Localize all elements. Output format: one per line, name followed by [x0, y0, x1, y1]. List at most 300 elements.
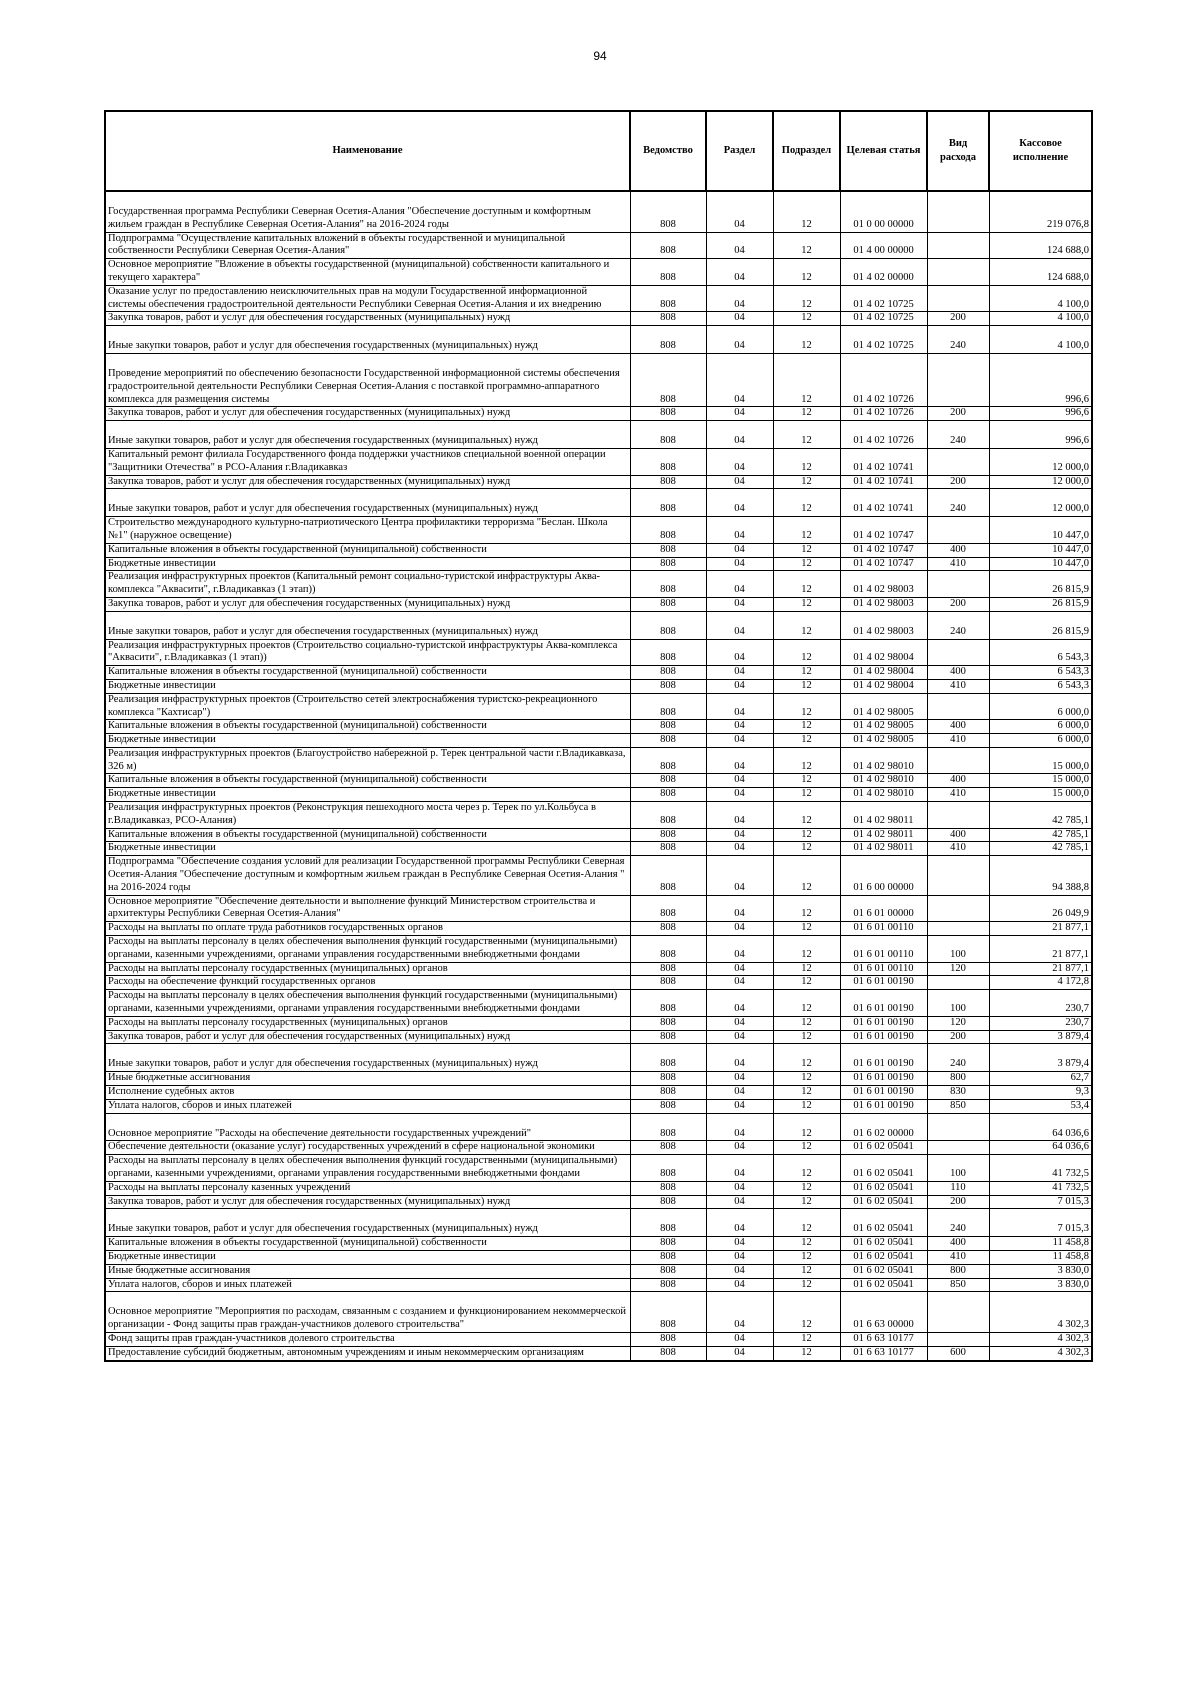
cell-name: Бюджетные инвестиции	[105, 679, 630, 693]
cell-razdel: 04	[706, 788, 773, 802]
cell-celevaya-statya: 01 6 01 00190	[840, 1044, 927, 1072]
cell-celevaya-statya: 01 6 01 00190	[840, 1072, 927, 1086]
cell-vid-raskhoda	[927, 448, 989, 475]
cell-name: Иные закупки товаров, работ и услуг для обеспечения государственных (муниципальных) нужд	[105, 1209, 630, 1237]
header-vedomstvo: Ведомство	[630, 111, 706, 191]
table-row	[105, 922, 1092, 936]
cell-razdel: 04	[706, 895, 773, 922]
cell-kassovoe-ispolnenie: 6 543,3	[989, 679, 1092, 693]
cell-name: Оказание услуг по предоставлению неисключительных прав на модули Государственной информационной системы обеспечения градостроительной деятельности Республики Северная Осетия-Алания и их внедрению	[105, 285, 630, 312]
cell-podrazdel: 12	[773, 1086, 840, 1100]
cell-vedomstvo: 808	[630, 747, 706, 774]
table-row	[105, 962, 1092, 976]
cell-celevaya-statya: 01 4 02 98011	[840, 842, 927, 856]
table-row	[105, 489, 1092, 517]
cell-celevaya-statya: 01 4 02 98010	[840, 788, 927, 802]
cell-razdel: 04	[706, 232, 773, 259]
cell-name: Основное мероприятие "Обеспечение деятельности и выполнение функций Министерством строительства и архитектуры Республики Северная Осетия-Алания"	[105, 895, 630, 922]
cell-podrazdel: 12	[773, 936, 840, 963]
table-row	[105, 285, 1092, 312]
cell-razdel: 04	[706, 990, 773, 1017]
cell-vedomstvo: 808	[630, 828, 706, 842]
cell-name: Закупка товаров, работ и услуг для обеспечения государственных (муниципальных) нужд	[105, 1030, 630, 1044]
cell-vedomstvo: 808	[630, 557, 706, 571]
table-row	[105, 448, 1092, 475]
cell-vid-raskhoda	[927, 1292, 989, 1333]
cell-podrazdel: 12	[773, 990, 840, 1017]
cell-celevaya-statya: 01 4 02 98011	[840, 802, 927, 829]
cell-kassovoe-ispolnenie: 41 732,5	[989, 1181, 1092, 1195]
cell-celevaya-statya: 01 4 02 00000	[840, 259, 927, 286]
cell-celevaya-statya: 01 6 01 00190	[840, 1086, 927, 1100]
cell-vid-raskhoda: 830	[927, 1086, 989, 1100]
cell-razdel: 04	[706, 571, 773, 598]
cell-celevaya-statya: 01 4 02 98004	[840, 639, 927, 666]
cell-vedomstvo: 808	[630, 1086, 706, 1100]
cell-podrazdel: 12	[773, 1346, 840, 1360]
cell-kassovoe-ispolnenie: 94 388,8	[989, 856, 1092, 895]
cell-podrazdel: 12	[773, 517, 840, 544]
table-row	[105, 734, 1092, 748]
cell-razdel: 04	[706, 734, 773, 748]
cell-kassovoe-ispolnenie: 6 543,3	[989, 666, 1092, 680]
cell-kassovoe-ispolnenie: 12 000,0	[989, 489, 1092, 517]
cell-razdel: 04	[706, 489, 773, 517]
table-row	[105, 557, 1092, 571]
cell-vedomstvo: 808	[630, 976, 706, 990]
cell-name: Капитальные вложения в объекты государственной (муниципальной) собственности	[105, 720, 630, 734]
cell-celevaya-statya: 01 4 02 98010	[840, 774, 927, 788]
header-vid-raskhoda: Вид расхода	[927, 111, 989, 191]
table-row	[105, 720, 1092, 734]
cell-celevaya-statya: 01 4 02 10726	[840, 407, 927, 421]
cell-vedomstvo: 808	[630, 312, 706, 326]
cell-podrazdel: 12	[773, 747, 840, 774]
cell-vedomstvo: 808	[630, 639, 706, 666]
cell-name: Бюджетные инвестиции	[105, 1250, 630, 1264]
cell-podrazdel: 12	[773, 774, 840, 788]
cell-vedomstvo: 808	[630, 1292, 706, 1333]
cell-vid-raskhoda: 400	[927, 828, 989, 842]
cell-kassovoe-ispolnenie: 4 100,0	[989, 285, 1092, 312]
cell-podrazdel: 12	[773, 557, 840, 571]
cell-name: Уплата налогов, сборов и иных платежей	[105, 1099, 630, 1113]
cell-podrazdel: 12	[773, 1195, 840, 1209]
cell-podrazdel: 12	[773, 679, 840, 693]
cell-celevaya-statya: 01 6 00 00000	[840, 856, 927, 895]
cell-razdel: 04	[706, 1086, 773, 1100]
cell-razdel: 04	[706, 259, 773, 286]
cell-kassovoe-ispolnenie: 21 877,1	[989, 936, 1092, 963]
cell-celevaya-statya: 01 6 01 00110	[840, 962, 927, 976]
cell-vid-raskhoda	[927, 802, 989, 829]
table-row	[105, 1086, 1092, 1100]
cell-razdel: 04	[706, 1209, 773, 1237]
cell-podrazdel: 12	[773, 856, 840, 895]
cell-kassovoe-ispolnenie: 42 785,1	[989, 828, 1092, 842]
cell-vedomstvo: 808	[630, 1141, 706, 1155]
cell-name: Закупка товаров, работ и услуг для обеспечения государственных (муниципальных) нужд	[105, 312, 630, 326]
cell-vid-raskhoda: 240	[927, 489, 989, 517]
cell-kassovoe-ispolnenie: 15 000,0	[989, 747, 1092, 774]
table-row	[105, 232, 1092, 259]
cell-vedomstvo: 808	[630, 517, 706, 544]
cell-vedomstvo: 808	[630, 285, 706, 312]
cell-razdel: 04	[706, 1141, 773, 1155]
cell-vedomstvo: 808	[630, 489, 706, 517]
cell-name: Государственная программа Республики Северная Осетия-Алания "Обеспечение доступным и комфортным жильем граждан в Республике Северная Осетия-Алания" на 2016-2024 годы	[105, 191, 630, 232]
cell-celevaya-statya: 01 6 02 05041	[840, 1195, 927, 1209]
cell-name: Расходы на выплаты персоналу в целях обеспечения выполнения функций государственными (муниципальными) органами, казенными учреждениями, органами управления государственными внебюджетными фондами	[105, 1155, 630, 1182]
cell-name: Иные закупки товаров, работ и услуг для обеспечения государственных (муниципальных) нужд	[105, 1044, 630, 1072]
cell-kassovoe-ispolnenie: 7 015,3	[989, 1209, 1092, 1237]
cell-vid-raskhoda: 110	[927, 1181, 989, 1195]
cell-razdel: 04	[706, 1250, 773, 1264]
table-row	[105, 1195, 1092, 1209]
cell-celevaya-statya: 01 4 02 10725	[840, 312, 927, 326]
table-row	[105, 976, 1092, 990]
table-row	[105, 475, 1092, 489]
header-kassovoe-ispolnenie: Кассовое исполнение	[989, 111, 1092, 191]
table-header-row	[105, 111, 1092, 191]
cell-name: Закупка товаров, работ и услуг для обеспечения государственных (муниципальных) нужд	[105, 407, 630, 421]
cell-razdel: 04	[706, 720, 773, 734]
cell-podrazdel: 12	[773, 543, 840, 557]
cell-vid-raskhoda	[927, 856, 989, 895]
cell-razdel: 04	[706, 774, 773, 788]
cell-vedomstvo: 808	[630, 326, 706, 354]
cell-vedomstvo: 808	[630, 191, 706, 232]
cell-vid-raskhoda	[927, 747, 989, 774]
cell-vid-raskhoda: 410	[927, 842, 989, 856]
cell-celevaya-statya: 01 6 01 00190	[840, 1016, 927, 1030]
table-row	[105, 802, 1092, 829]
cell-vedomstvo: 808	[630, 1332, 706, 1346]
cell-podrazdel: 12	[773, 962, 840, 976]
cell-podrazdel: 12	[773, 421, 840, 449]
cell-vedomstvo: 808	[630, 1113, 706, 1141]
cell-vid-raskhoda: 240	[927, 1044, 989, 1072]
table-row	[105, 1016, 1092, 1030]
cell-kassovoe-ispolnenie: 4 302,3	[989, 1292, 1092, 1333]
cell-name: Исполнение судебных актов	[105, 1086, 630, 1100]
table-row	[105, 990, 1092, 1017]
cell-podrazdel: 12	[773, 842, 840, 856]
cell-vid-raskhoda: 200	[927, 597, 989, 611]
table-row	[105, 1141, 1092, 1155]
header-name: Наименование	[105, 111, 630, 191]
cell-kassovoe-ispolnenie: 6 000,0	[989, 734, 1092, 748]
cell-kassovoe-ispolnenie: 996,6	[989, 421, 1092, 449]
cell-vid-raskhoda: 100	[927, 1155, 989, 1182]
cell-razdel: 04	[706, 1072, 773, 1086]
table-row	[105, 259, 1092, 286]
cell-razdel: 04	[706, 802, 773, 829]
cell-name: Строительство международного культурно-патриотического Центра профилактики терроризма "Беслан. Школа №1" (наружное освещение)	[105, 517, 630, 544]
cell-name: Фонд защиты прав граждан-участников долевого строительства	[105, 1332, 630, 1346]
cell-celevaya-statya: 01 4 02 98005	[840, 734, 927, 748]
cell-celevaya-statya: 01 4 02 10741	[840, 489, 927, 517]
cell-podrazdel: 12	[773, 895, 840, 922]
cell-kassovoe-ispolnenie: 11 458,8	[989, 1237, 1092, 1251]
cell-vedomstvo: 808	[630, 936, 706, 963]
cell-podrazdel: 12	[773, 922, 840, 936]
cell-vid-raskhoda	[927, 1141, 989, 1155]
table-row	[105, 679, 1092, 693]
cell-vid-raskhoda	[927, 1332, 989, 1346]
cell-podrazdel: 12	[773, 407, 840, 421]
cell-podrazdel: 12	[773, 571, 840, 598]
cell-celevaya-statya: 01 6 01 00190	[840, 976, 927, 990]
cell-celevaya-statya: 01 6 02 00000	[840, 1113, 927, 1141]
cell-vedomstvo: 808	[630, 1250, 706, 1264]
cell-razdel: 04	[706, 448, 773, 475]
cell-celevaya-statya: 01 6 02 05041	[840, 1278, 927, 1292]
cell-vid-raskhoda: 240	[927, 421, 989, 449]
cell-podrazdel: 12	[773, 597, 840, 611]
cell-vid-raskhoda: 410	[927, 557, 989, 571]
cell-kassovoe-ispolnenie: 53,4	[989, 1099, 1092, 1113]
cell-razdel: 04	[706, 611, 773, 639]
table-row	[105, 1209, 1092, 1237]
cell-kassovoe-ispolnenie: 12 000,0	[989, 448, 1092, 475]
cell-name: Иные закупки товаров, работ и услуг для обеспечения государственных (муниципальных) нужд	[105, 421, 630, 449]
cell-podrazdel: 12	[773, 312, 840, 326]
cell-podrazdel: 12	[773, 1155, 840, 1182]
cell-kassovoe-ispolnenie: 230,7	[989, 1016, 1092, 1030]
cell-vid-raskhoda: 410	[927, 734, 989, 748]
cell-kassovoe-ispolnenie: 124 688,0	[989, 232, 1092, 259]
cell-kassovoe-ispolnenie: 4 302,3	[989, 1346, 1092, 1360]
cell-name: Иные закупки товаров, работ и услуг для обеспечения государственных (муниципальных) нужд	[105, 326, 630, 354]
header-razdel: Раздел	[706, 111, 773, 191]
cell-kassovoe-ispolnenie: 3 879,4	[989, 1030, 1092, 1044]
cell-podrazdel: 12	[773, 448, 840, 475]
table-row	[105, 774, 1092, 788]
cell-name: Капитальные вложения в объекты государственной (муниципальной) собственности	[105, 1237, 630, 1251]
cell-razdel: 04	[706, 1278, 773, 1292]
cell-vedomstvo: 808	[630, 475, 706, 489]
table-row	[105, 1278, 1092, 1292]
cell-podrazdel: 12	[773, 788, 840, 802]
cell-razdel: 04	[706, 1332, 773, 1346]
cell-razdel: 04	[706, 1292, 773, 1333]
cell-vid-raskhoda: 400	[927, 666, 989, 680]
cell-podrazdel: 12	[773, 1113, 840, 1141]
cell-razdel: 04	[706, 557, 773, 571]
cell-celevaya-statya: 01 6 02 05041	[840, 1181, 927, 1195]
cell-razdel: 04	[706, 1099, 773, 1113]
cell-celevaya-statya: 01 4 02 98003	[840, 571, 927, 598]
cell-vedomstvo: 808	[630, 922, 706, 936]
table-row	[105, 1113, 1092, 1141]
cell-podrazdel: 12	[773, 1209, 840, 1237]
cell-razdel: 04	[706, 666, 773, 680]
cell-name: Бюджетные инвестиции	[105, 842, 630, 856]
cell-podrazdel: 12	[773, 1237, 840, 1251]
table-row	[105, 421, 1092, 449]
cell-name: Основное мероприятие "Расходы на обеспечение деятельности государственных учреждений"	[105, 1113, 630, 1141]
cell-kassovoe-ispolnenie: 230,7	[989, 990, 1092, 1017]
cell-celevaya-statya: 01 6 63 00000	[840, 1292, 927, 1333]
cell-vid-raskhoda: 400	[927, 543, 989, 557]
cell-kassovoe-ispolnenie: 26 815,9	[989, 597, 1092, 611]
cell-podrazdel: 12	[773, 1264, 840, 1278]
budget-table	[104, 110, 1093, 1362]
cell-podrazdel: 12	[773, 1044, 840, 1072]
cell-kassovoe-ispolnenie: 4 172,8	[989, 976, 1092, 990]
cell-name: Реализация инфраструктурных проектов (Капитальный ремонт социально-туристской инфраструктуры Аква-комплекса "Аквасити", г.Владикавказ (1 этап))	[105, 571, 630, 598]
cell-razdel: 04	[706, 962, 773, 976]
cell-vedomstvo: 808	[630, 895, 706, 922]
cell-kassovoe-ispolnenie: 21 877,1	[989, 962, 1092, 976]
cell-name: Основное мероприятие "Мероприятия по расходам, связанным с созданием и функционированием некоммерческой организации - Фонд защиты прав граждан-участников долевого строительства"	[105, 1292, 630, 1333]
cell-celevaya-statya: 01 6 02 05041	[840, 1264, 927, 1278]
cell-vid-raskhoda	[927, 976, 989, 990]
cell-name: Расходы на выплаты персоналу государственных (муниципальных) органов	[105, 962, 630, 976]
table-row	[105, 842, 1092, 856]
table-row	[105, 895, 1092, 922]
cell-celevaya-statya: 01 4 02 10726	[840, 353, 927, 406]
cell-vedomstvo: 808	[630, 353, 706, 406]
cell-kassovoe-ispolnenie: 6 000,0	[989, 720, 1092, 734]
cell-razdel: 04	[706, 1113, 773, 1141]
cell-name: Реализация инфраструктурных проектов (Благоустройство набережной р. Терек центральной части г.Владикавказа, 326 м)	[105, 747, 630, 774]
cell-vid-raskhoda: 200	[927, 1030, 989, 1044]
cell-vid-raskhoda	[927, 693, 989, 720]
cell-kassovoe-ispolnenie: 21 877,1	[989, 922, 1092, 936]
cell-razdel: 04	[706, 1155, 773, 1182]
cell-celevaya-statya: 01 4 02 10726	[840, 421, 927, 449]
cell-razdel: 04	[706, 421, 773, 449]
cell-vedomstvo: 808	[630, 788, 706, 802]
cell-name: Предоставление субсидий бюджетным, автономным учреждениям и иным некоммерческим организациям	[105, 1346, 630, 1360]
cell-razdel: 04	[706, 936, 773, 963]
table-row	[105, 936, 1092, 963]
cell-razdel: 04	[706, 679, 773, 693]
cell-vid-raskhoda: 800	[927, 1264, 989, 1278]
cell-celevaya-statya: 01 6 01 00110	[840, 936, 927, 963]
cell-vedomstvo: 808	[630, 448, 706, 475]
cell-celevaya-statya: 01 4 02 98004	[840, 666, 927, 680]
table-row	[105, 517, 1092, 544]
table-row	[105, 788, 1092, 802]
cell-vedomstvo: 808	[630, 1237, 706, 1251]
cell-vedomstvo: 808	[630, 1016, 706, 1030]
cell-razdel: 04	[706, 285, 773, 312]
cell-podrazdel: 12	[773, 1099, 840, 1113]
cell-vedomstvo: 808	[630, 734, 706, 748]
cell-kassovoe-ispolnenie: 996,6	[989, 353, 1092, 406]
cell-name: Закупка товаров, работ и услуг для обеспечения государственных (муниципальных) нужд	[105, 597, 630, 611]
cell-podrazdel: 12	[773, 828, 840, 842]
cell-kassovoe-ispolnenie: 3 830,0	[989, 1278, 1092, 1292]
cell-vedomstvo: 808	[630, 1030, 706, 1044]
cell-vedomstvo: 808	[630, 1346, 706, 1360]
table-row	[105, 1181, 1092, 1195]
cell-kassovoe-ispolnenie: 219 076,8	[989, 191, 1092, 232]
cell-podrazdel: 12	[773, 802, 840, 829]
cell-razdel: 04	[706, 828, 773, 842]
cell-vid-raskhoda: 240	[927, 611, 989, 639]
cell-celevaya-statya: 01 6 02 05041	[840, 1141, 927, 1155]
cell-vedomstvo: 808	[630, 720, 706, 734]
cell-vedomstvo: 808	[630, 1099, 706, 1113]
cell-vedomstvo: 808	[630, 597, 706, 611]
cell-podrazdel: 12	[773, 976, 840, 990]
cell-podrazdel: 12	[773, 734, 840, 748]
cell-vedomstvo: 808	[630, 1209, 706, 1237]
cell-kassovoe-ispolnenie: 26 049,9	[989, 895, 1092, 922]
cell-vid-raskhoda: 850	[927, 1278, 989, 1292]
cell-razdel: 04	[706, 312, 773, 326]
page-number: 94	[593, 49, 607, 63]
cell-razdel: 04	[706, 1346, 773, 1360]
cell-celevaya-statya: 01 6 01 00000	[840, 895, 927, 922]
cell-vid-raskhoda: 100	[927, 936, 989, 963]
cell-celevaya-statya: 01 6 63 10177	[840, 1346, 927, 1360]
cell-kassovoe-ispolnenie: 42 785,1	[989, 802, 1092, 829]
cell-celevaya-statya: 01 6 02 05041	[840, 1237, 927, 1251]
cell-name: Реализация инфраструктурных проектов (Строительство сетей электроснабжения туристско-рекреационного комплекса "Кахтисар")	[105, 693, 630, 720]
cell-vedomstvo: 808	[630, 259, 706, 286]
cell-kassovoe-ispolnenie: 6 000,0	[989, 693, 1092, 720]
table-row	[105, 571, 1092, 598]
cell-razdel: 04	[706, 1016, 773, 1030]
cell-vedomstvo: 808	[630, 1195, 706, 1209]
cell-name: Подпрограмма "Осуществление капитальных вложений в объекты государственной и муниципальной собственности Республики Северная Осетия-Алания"	[105, 232, 630, 259]
cell-podrazdel: 12	[773, 666, 840, 680]
cell-name: Иные бюджетные ассигнования	[105, 1264, 630, 1278]
table-row	[105, 1292, 1092, 1333]
cell-vedomstvo: 808	[630, 1264, 706, 1278]
table-row	[105, 312, 1092, 326]
cell-vid-raskhoda	[927, 922, 989, 936]
cell-vid-raskhoda: 120	[927, 1016, 989, 1030]
cell-celevaya-statya: 01 6 01 00110	[840, 922, 927, 936]
cell-name: Подпрограмма "Обеспечение создания условий для реализации Государственной программы Республики Северная Осетия-Алания "Обеспечение доступным и комфортным жильем граждан в Республике Северная Осетия-Алания " на 2016-2024 годы	[105, 856, 630, 895]
cell-vid-raskhoda: 200	[927, 475, 989, 489]
cell-name: Обеспечение деятельности (оказание услуг) государственных учреждений в сфере национальной экономики	[105, 1141, 630, 1155]
cell-name: Реализация инфраструктурных проектов (Реконструкция пешеходного моста через р. Терек по ул.Кольбуса в г.Владикавказ, РСО-Алания)	[105, 802, 630, 829]
cell-podrazdel: 12	[773, 285, 840, 312]
table-row	[105, 1155, 1092, 1182]
cell-kassovoe-ispolnenie: 42 785,1	[989, 842, 1092, 856]
cell-kassovoe-ispolnenie: 4 302,3	[989, 1332, 1092, 1346]
cell-kassovoe-ispolnenie: 10 447,0	[989, 557, 1092, 571]
cell-razdel: 04	[706, 326, 773, 354]
cell-name: Реализация инфраструктурных проектов (Строительство социально-туристской инфраструктуры Аква-комплекса "Аквасити", г.Владикавказ (1 этап))	[105, 639, 630, 666]
cell-kassovoe-ispolnenie: 9,3	[989, 1086, 1092, 1100]
header-celevaya-statya: Целевая статья	[840, 111, 927, 191]
cell-vedomstvo: 808	[630, 1044, 706, 1072]
table-row	[105, 693, 1092, 720]
cell-vedomstvo: 808	[630, 1181, 706, 1195]
cell-name: Основное мероприятие "Вложение в объекты государственной (муниципальной) собственности капитального и текущего характера"	[105, 259, 630, 286]
cell-celevaya-statya: 01 4 02 98011	[840, 828, 927, 842]
cell-podrazdel: 12	[773, 1332, 840, 1346]
cell-name: Расходы на выплаты по оплате труда работников государственных органов	[105, 922, 630, 936]
cell-vid-raskhoda: 410	[927, 788, 989, 802]
cell-kassovoe-ispolnenie: 64 036,6	[989, 1141, 1092, 1155]
cell-name: Иные закупки товаров, работ и услуг для обеспечения государственных (муниципальных) нужд	[105, 489, 630, 517]
cell-name: Бюджетные инвестиции	[105, 734, 630, 748]
cell-podrazdel: 12	[773, 1250, 840, 1264]
cell-name: Проведение мероприятий по обеспечению безопасности Государственной информационной системы обеспечения градостроительной деятельности Республики Северная Осетия-Алания с поставкой программно-аппаратного комплекса для размещения системы	[105, 353, 630, 406]
cell-razdel: 04	[706, 191, 773, 232]
cell-razdel: 04	[706, 976, 773, 990]
cell-razdel: 04	[706, 353, 773, 406]
